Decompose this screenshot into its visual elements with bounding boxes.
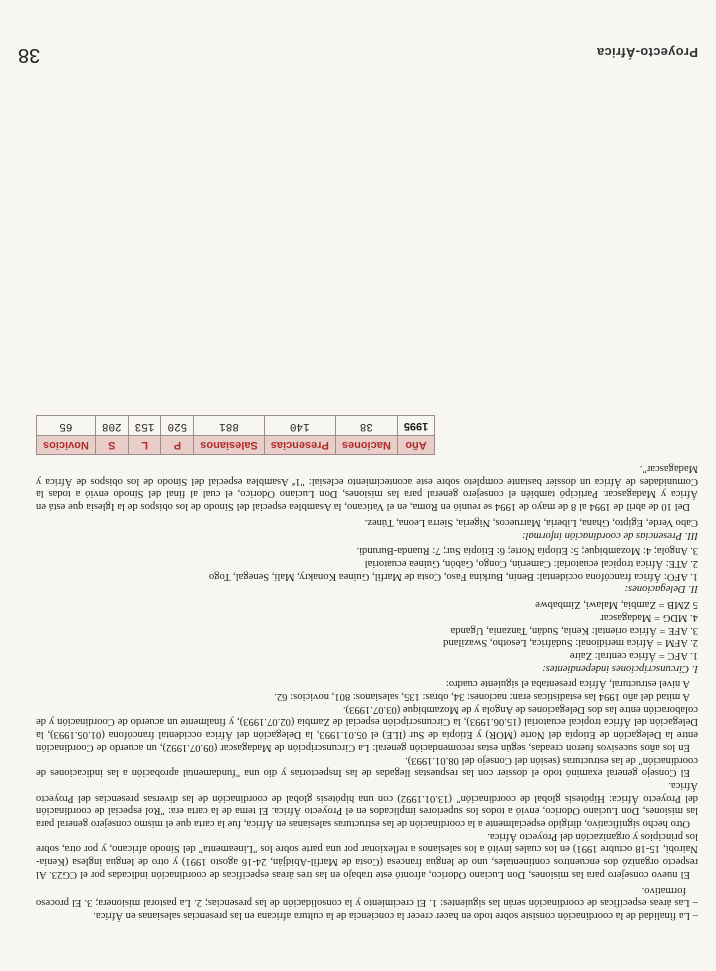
section-circunscripciones-heading: I. Circunscripciones independientes: [542,662,698,674]
table-cell: 153 [128,415,161,435]
table-cell: 65 [37,415,96,435]
delegaciones-list [36,544,698,582]
statistics-table [36,415,435,455]
table-cell: 208 [95,415,128,435]
table-header-cell: Salesianos [194,435,264,455]
list-item: 1. AFC = África central: Zaire [569,649,698,661]
paragraph-estadisticas: A mitad del año 1994 las estadísticas eran: naciones: 34, obras: 135, salesianos: 801, novicios: 62. [274,691,690,703]
running-title: Proyecto-África [596,45,698,60]
list-item: 3. AFE = África oriental: Kenia, Sudán, Tanzania, Uganda [450,624,698,636]
page-content [36,415,698,921]
table-cell: 881 [194,415,264,435]
paragraph-nivel-estructural: A nivel estructural, África presentaba el siguiente cuadro: [445,678,690,690]
list-item: 1. AFO: África francófona occidental: Benín, Burkina Faso, Costa de Marfil, Guinea Konakry, Malí, Senegal, Togo [208,570,698,582]
paragraph-areas: – Las áreas específicas de coordinación serán las siguientes: 1. El crecimiento y la consolidación de las presencias; 2. La pastoral misionera; 3. El proceso formativo. [36,884,698,909]
table-header-cell: Novicios [37,435,96,455]
list-item: 3. Angola; 4: Mozambique; 5: Etiopía Norte; 6: Etiopía Sur; 7: Ruanda-Burundi. [356,545,698,557]
table-row [37,415,435,435]
table-cell-year: 1995 [397,415,434,435]
table-header-cell: L [128,435,161,455]
section-presencias-heading: III. Presencias de coordinación informal: [521,529,698,541]
list-item: 2. AFM = África meridional: Sudáfrica, Lesotho, Swaziland [443,637,698,649]
circunscripciones-list [36,597,698,661]
table-header-cell: Naciones [335,435,397,455]
paragraph-consejo-general: El Consejo general examinó todo el dossier con las respuestas llegadas de las Inspectorías y dio una "fundamental aprobación a las indicaciones de coordinación" de las estructuras (sesión del Consejo del 08.01.1993). [36,754,698,779]
list-item: 4. MDG = Madagascar [600,611,698,623]
paragraph-consejero: El nuevo consejero para las misiones, Don Luciano Odorico, afrontó este trabajo en las tres áreas específicas de coordinación indicadas por el CG23. Al respecto organizó dos encuentros continentales, uno de lengua francesa (Costa de Marfil-Abidján, 24-16 agosto 1991) y otro de lengua inglesa (Kenia-Nairobi, 15-18 octubre 1991) en los cuales invitó a los salesianos a reflexionar por una parte sobre los "Lineamenta" del Sínodo africano, y por otra, sobre los principios y organización del Proyecto África. [36,830,698,880]
paragraph-sinodo: Del 10 de abril de 1994 al 8 de mayo de 1994 se reunió en Roma, en el Vaticano, la Asamblea especial del Sínodo de los obispos de la Iglesia que está en África y Madagascar. Participó también el consejero general para las misiones, Don Luciano Odorico, el cual al final del Sínodo envió a todas la Comunidades de África un dossier bastante completo sobre este acontecimiento eclesial: "1ª Asamblea especial del Sínodo de los obispos de África y Madagascar". [36,463,698,513]
presencias-text: Cabo Verde, Egipto, Ghana, Liberia, Marruecos, Nigeria, Sierra Leona, Túnez. [364,516,698,528]
page-number: 38 [18,44,41,66]
paragraph-anos-sucesivos: En los años sucesivos fueron creadas, según estas recomendación general: La Circunscripción de Madagascar (09.07.1992), un acuerdo de Coordinación entre la Delegación de Etiopía del Norte (MOR) y Etiopía de Sur (ILE) el 05.01.1993, la Delegación del África occidental francófona (01.05.1993), la Delegación del África tropical ecuatorial (15.06.1993), la Circunscripción especial de Zambia (02.07.1993), y finalmente un acuerdo de Coordinación y de colaboración entre las dos Delegaciones de Angola y de Mozambique (03.07.1993). [36,703,698,753]
paragraph-finalidad: – La finalidad de la coordinación consiste sobre todo en hacer crecer la conciencia de la cultura africana en las presencias salesianas en África. [93,910,698,921]
table-cell: 140 [264,415,335,435]
page-footer [18,36,698,66]
list-item: 5 ZMB = Zambia, Malawi, Zimbabwe [535,599,698,611]
table-header-cell: Año [397,435,434,455]
paragraph-hecho-significativo: Otro hecho significativo, dirigido especialmente a la coordinación de las estructuras salesianas en África, fue la carta que el mismo consejero general para las misiones, Don Luciano Odorico, envió a todos los superiores implicados en el Proyecto África. El tema de la carta era: "Rol especial de coordinación del Proyecto África: Hipótesis global de coordinación" (13.01.1992) con una hipótesis global de coordinación de las diversas presencias del Proyecto África. [36,779,698,830]
table-cell: 38 [335,415,397,435]
table-header-cell: P [161,435,194,455]
list-item: 2. ATE: África tropical ecuatorial: Camerún, Congo, Gabón, Guinea ecuatorial [364,558,698,570]
section-delegaciones-heading: II. Delegaciones: [624,583,698,595]
table-header-cell: S [95,435,128,455]
table-header-cell: Presencias [264,435,335,455]
table-header-row [37,435,435,455]
table-cell: 520 [161,415,194,435]
